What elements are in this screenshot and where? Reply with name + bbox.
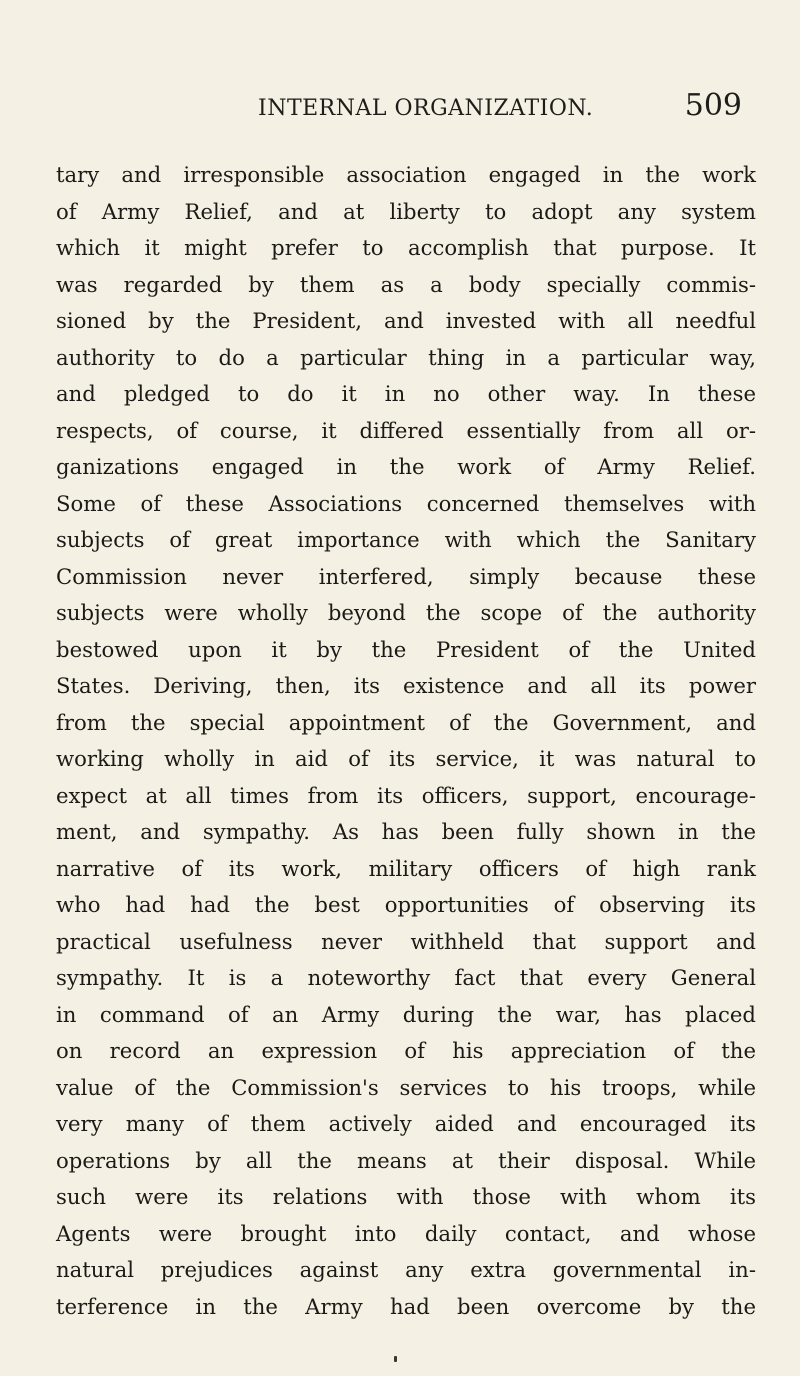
running-head: INTERNAL ORGANIZATION. [258,96,594,121]
text-line: value of the Commission's services to his troops, while [56,1074,756,1100]
text-line: terference in the Army had been overcome by the [56,1293,756,1319]
text-line: Agents were brought into daily contact, and whose [56,1220,756,1246]
text-line: on record an expression of his appreciation of the [56,1038,756,1063]
text-line: bestowed upon it by the President of the United [56,636,756,662]
text-line: tary and irresponsible association engaged in the work [56,162,756,187]
text-line: of Army Relief, and at liberty to adopt any system [56,198,756,224]
text-line: operations by all the means at their disposal. While [56,1147,756,1173]
text-line: narrative of its work, military officers of high rank [56,855,756,881]
text-line: very many of them actively aided and encouraged its [56,1111,756,1136]
text-line: expect at all times from its officers, support, encourage- [56,782,756,808]
text-line: natural prejudices against any extra governmental in- [56,1257,756,1282]
text-line: subjects were wholly beyond the scope of the authority [56,600,756,625]
text-line: in command of an Army during the war, has placed [56,1001,756,1027]
body-text [56,157,756,1325]
text-line: subjects of great importance with which the Sanitary [56,527,756,552]
text-line: ment, and sympathy. As has been fully shown in the [56,819,756,844]
text-line: Some of these Associations concerned themselves with [56,490,756,516]
text-line: respects, of course, it differed essentially from all or- [56,417,756,443]
text-line: who had had the best opportunities of observing its [56,892,756,917]
text-line: working wholly in aid of its service, it was natural to [56,746,756,771]
text-line: from the special appointment of the Government, and [56,709,756,735]
text-line: authority to do a particular thing in a particular way, [56,344,756,370]
text-line: such were its relations with those with whom its [56,1184,756,1209]
text-line: sympathy. It is a noteworthy fact that every General [56,965,756,990]
text-line: ganizations engaged in the work of Army Relief. [56,454,756,479]
print-speck [394,1356,397,1362]
text-line: practical usefulness never withheld that support and [56,928,756,954]
text-line: sioned by the President, and invested with all needful [56,308,756,333]
text-line: was regarded by them as a body specially commis- [56,271,756,297]
text-line: Commission never interfered, simply because these [56,563,756,589]
page-number: 509 [684,88,742,123]
text-line: States. Deriving, then, its existence and all its power [56,673,756,698]
text-line: which it might prefer to accomplish that purpose. It [56,235,756,260]
text-line: and pledged to do it in no other way. In these [56,381,756,406]
